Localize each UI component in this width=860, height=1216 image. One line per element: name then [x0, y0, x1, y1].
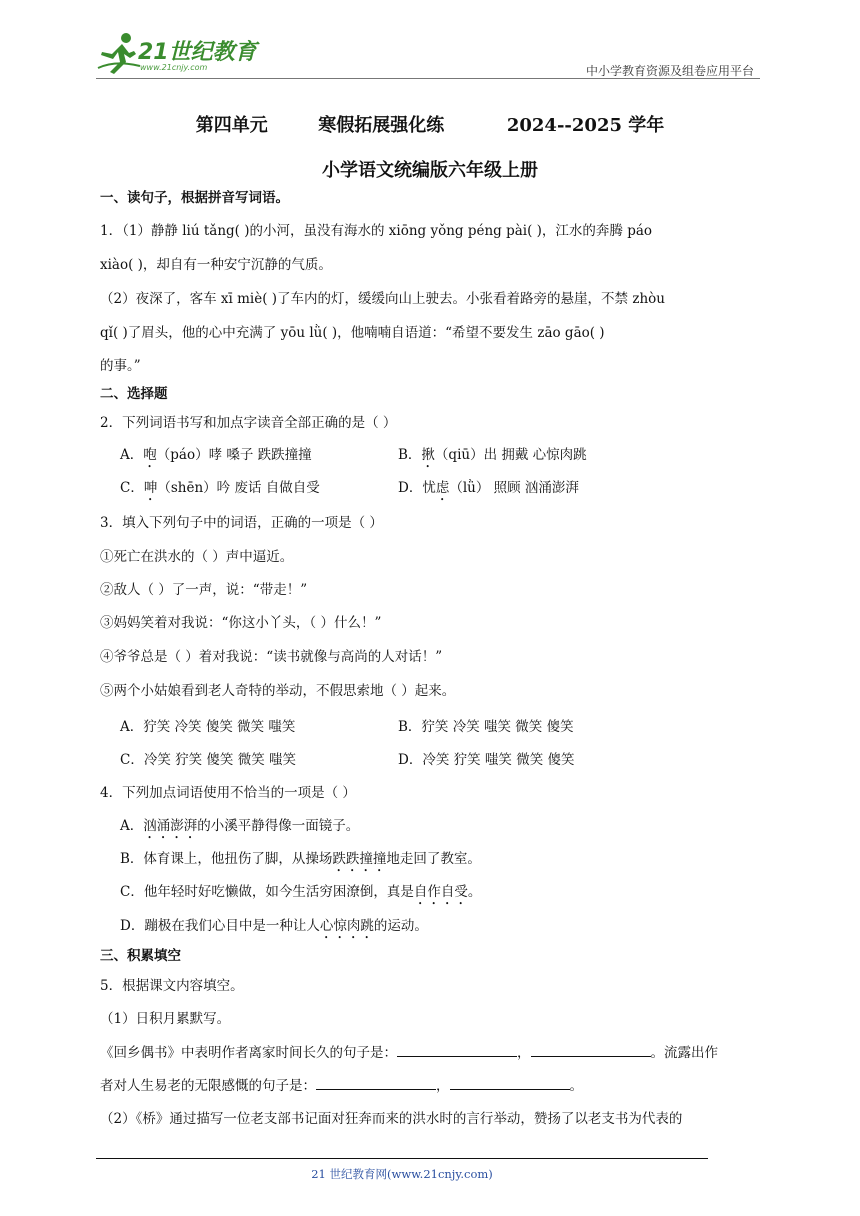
q3-option-b: B．狞笑 冷笑 嗤笑 微笑 傻笑 [398, 719, 574, 735]
q3-sentence-1: ①死亡在洪水的（ ）声中逼近。 [100, 549, 294, 565]
q4-option-a: A．汹涌澎湃的小溪平静得像一面镜子。 [120, 818, 360, 834]
title-name: 寒假拓展强化练 [318, 115, 445, 136]
q1-line-1: 1．（1）静静 liú tǎng( )的小河，虽没有海水的 xiōng yǒng péng pài( )，江水的奔腾 páo [100, 223, 653, 239]
runner-logo-icon [96, 30, 142, 76]
q5-part-2: （2）《桥》通过描写一位老支部书记面对狂奔而来的洪水时的言行举动，赞扬了以老支书为代表的 [100, 1111, 683, 1127]
answer-blank[interactable] [531, 1044, 651, 1057]
q4-stem: 4．下列加点词语使用不恰当的一项是（ ） [100, 785, 356, 801]
q3-sentence-5: ⑤两个小姑娘看到老人奇特的举动，不假思索地（ ）起来。 [100, 683, 456, 699]
q4-option-d: D．蹦极在我们心目中是一种让人心惊肉跳的运动。 [120, 918, 428, 934]
q3-option-d: D．冷笑 狞笑 嗤笑 微笑 傻笑 [398, 752, 575, 768]
q3-sentence-2: ②敌人（ ）了一声，说：“带走！” [100, 582, 308, 598]
q2-option-b: B．揪（qiū）出 拥戴 心惊肉跳 [398, 447, 587, 463]
q2-stem: 2．下列词语书写和加点字读音全部正确的是（ ） [100, 415, 397, 431]
section-1-heading: 一、读句子，根据拼音写词语。 [100, 190, 289, 206]
q2-option-a: A．咆（páo）哮 嗓子 跌跌撞撞 [120, 447, 312, 463]
q3-sentence-4: ④爷爷总是（ ）着对我说：“读书就像与高尚的人对话！” [100, 649, 443, 665]
section-3-heading: 三、积累填空 [100, 948, 181, 964]
q4-option-b: B．体育课上，他扭伤了脚，从操场跌跌撞撞地走回了教室。 [120, 851, 481, 867]
platform-name: 中小学教育资源及组卷应用平台 [585, 64, 754, 78]
page-subtitle: 小学语文统编版六年级上册 [322, 160, 538, 181]
logo-text: 21世纪教育 [138, 40, 257, 65]
title-unit: 第四单元 [195, 115, 268, 136]
q1-line-5: 的事。” [100, 358, 141, 374]
header-divider [96, 78, 760, 79]
logo [96, 30, 266, 78]
q5-line-2: 者对人生易老的无限感慨的句子是： ， 。 [100, 1078, 583, 1094]
logo-url: www.21cnjy.com [140, 63, 208, 72]
q3-sentence-3: ③妈妈笑着对我说：“你这小丫头，（ ）什么！” [100, 615, 382, 631]
q5-line-1: 《回乡偶书》中表明作者离家时间长久的句子是： ， 。流露出作 [100, 1045, 718, 1061]
q3-option-c: C．冷笑 狞笑 傻笑 微笑 嗤笑 [120, 752, 296, 768]
answer-blank[interactable] [450, 1077, 570, 1090]
q3-stem: 3．填入下列句子中的词语，正确的一项是（ ） [100, 515, 383, 531]
footer-divider [96, 1158, 708, 1159]
page-header [96, 30, 760, 78]
section-2-heading: 二、选择题 [100, 386, 168, 402]
q5-stem: 5．根据课文内容填空。 [100, 978, 244, 994]
title-year: 2024--2025 学年 [506, 115, 665, 136]
q3-option-a: A．狞笑 冷笑 傻笑 微笑 嗤笑 [120, 719, 296, 735]
q1-line-2: xiào( )，却自有一种安宁沉静的气质。 [100, 257, 332, 273]
answer-blank[interactable] [397, 1044, 517, 1057]
q4-option-c: C．他年轻时好吃懒做，如今生活穷困潦倒，真是自作自受。 [120, 884, 482, 900]
q2-option-d: D．忧虑（lǜ） 照顾 汹涌澎湃 [398, 480, 579, 496]
answer-blank[interactable] [316, 1077, 436, 1090]
q5-part-1: （1）日积月累默写。 [100, 1011, 231, 1027]
q1-line-3: （2）夜深了，客车 xī miè( )了车内的灯，缓缓向山上驶去。小张看着路旁的悬崖，不禁 zhòu [100, 291, 665, 307]
page-title [0, 111, 860, 137]
q2-option-c: C．呻（shēn）吟 废话 自做自受 [120, 480, 320, 496]
q1-line-4: qǐ( )了眉头，他的心中充满了 yōu lǜ( )，他喃喃自语道：“希望不要发生 zāo gāo( ) [100, 325, 605, 341]
page-footer: 21 世纪教育网(www.21cnjy.com) [311, 1167, 493, 1181]
